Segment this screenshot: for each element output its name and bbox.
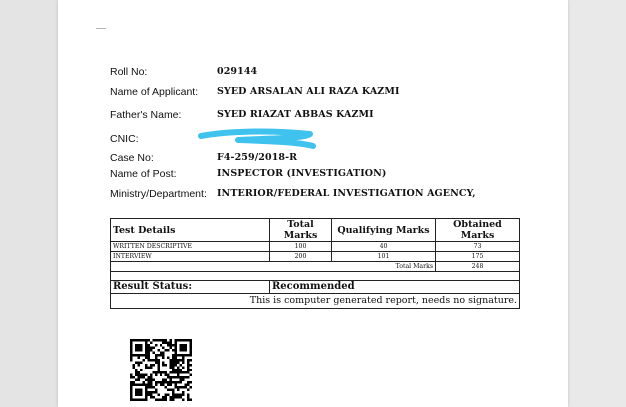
cell-total: 100 [270,242,332,252]
header-test-details: Test Details [111,219,270,242]
header-mark [96,28,106,35]
header-total-marks: Total Marks [270,219,332,242]
field-value: INSPECTOR (INVESTIGATION) [217,168,387,179]
table-row [111,242,520,252]
qr-code-icon [126,339,196,401]
result-value: Recommended [270,281,520,294]
generated-note: This is computer generated report, needs no signature. [111,294,520,309]
table-header-row [111,219,520,242]
field-value: 029144 [217,66,258,77]
field-label: CNIC: [110,133,139,145]
field-label: Name of Applicant: [110,86,199,98]
total-row [111,262,520,272]
left-background [0,0,58,407]
field-label: Roll No: [110,66,148,78]
header-qualifying-marks: Qualifying Marks [332,219,436,242]
field-value: INTERIOR/FEDERAL INVESTIGATION AGENCY, [217,188,476,199]
total-label: Total Marks [111,262,436,272]
cell-total: 200 [270,252,332,262]
cell-qualifying: 101 [332,252,436,262]
field-value: F4-259/2018-R [217,152,298,163]
cnic-redaction [198,128,316,150]
header-obtained-marks: Obtained Marks [436,219,520,242]
cell-test: INTERVIEW [111,252,270,262]
field-value: SYED RIAZAT ABBAS KAZMI [217,109,374,120]
cell-qualifying: 40 [332,242,436,252]
marks-table [110,218,520,309]
field-label: Father's Name: [110,109,182,121]
cell-obtained: 175 [436,252,520,262]
cell-test: WRITTEN DESCRIPTIVE [111,242,270,252]
spacer-row [111,272,520,281]
table-row [111,252,520,262]
field-label: Name of Post: [110,168,177,180]
note-row [111,294,520,309]
result-label: Result Status: [111,281,270,294]
right-background [568,0,626,407]
field-value: SYED ARSALAN ALI RAZA KAZMI [217,86,400,97]
total-value: 248 [436,262,520,272]
result-row [111,281,520,294]
field-label: Ministry/Department: [110,188,207,200]
field-label: Case No: [110,152,154,164]
cell-obtained: 73 [436,242,520,252]
